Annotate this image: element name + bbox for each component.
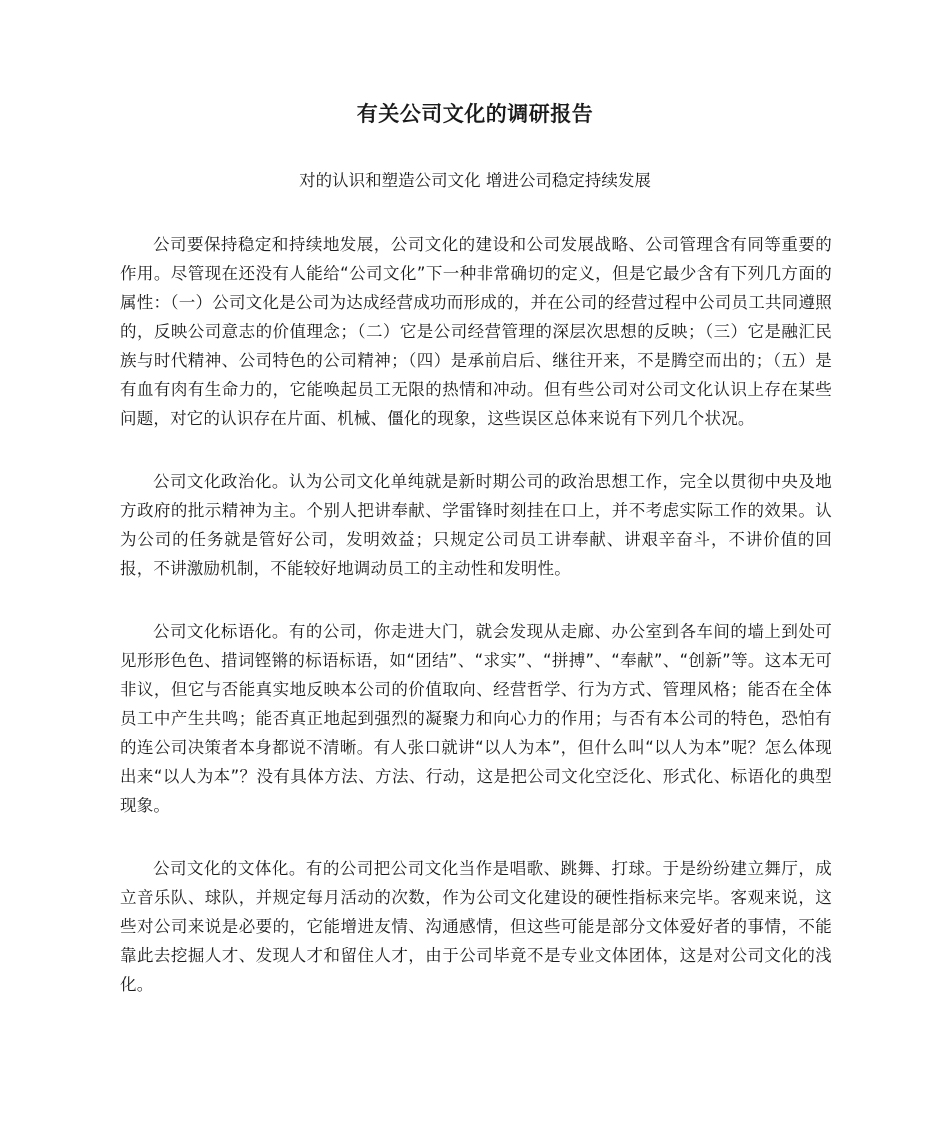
paragraph-entertainment: 公司文化的文体化。有的公司把公司文化当作是唱歌、跳舞、打球。于是纷纷建立舞厅，成立音乐队、球队，并规定每月活动的次数，作为公司文化建设的硬性指标来完毕。客观来说，这些对公司来说是必要的，它能增进友情、沟通感情，但这些可能是部分文体爱好者的事情，不能靠此去挖掘人才、发现人才和留住人才，由于公司毕竟不是专业文体团体，这是对公司文化的浅化。 bbox=[120, 859, 832, 994]
document-body bbox=[120, 230, 832, 1033]
document-title: 有关公司文化的调研报告 bbox=[356, 102, 594, 126]
paragraph-politicization: 公司文化政治化。认为公司文化单纯就是新时期公司的政治思想工作，完全以贯彻中央及地方政府的批示精神为主。个别人把讲奉献、学雷锋时刻挂在口上，并不考虑实际工作的效果。认为公司的任务就是管好公司，发明效益；只规定公司员工讲奉献、讲艰辛奋斗，不讲价值的回报，不讲激励机制，不能较好地调动员工的主动性和发明性。 bbox=[120, 472, 832, 578]
paragraph-sloganization: 公司文化标语化。有的公司，你走进大门，就会发现从走廊、办公室到各车间的墙上到处可见形形色色、措词铿锵的标语标语，如“团结”、“求实”、“拼搏”、“奉献”、“创新”等。这本无可非议，但它与否能真实地反映本公司的价值取向、经营哲学、行为方式、管理风格；能否在全体员工中产生共鸣；能否真正地起到强烈的凝聚力和向心力的作用；与否有本公司的特色，恐怕有的连公司决策者本身都说不清晰。有人张口就讲“以人为本”，但什么叫“以人为本”呢？怎么体现出来“以人为本”？没有具体方法、方法、行动，这是把公司文化空泛化、形式化、标语化的典型现象。 bbox=[120, 622, 832, 815]
document-subtitle: 对的认识和塑造公司文化 增进公司稳定持续发展 bbox=[299, 171, 651, 190]
paragraph-intro: 公司要保持稳定和持续地发展，公司文化的建设和公司发展战略、公司管理含有同等重要的作用。尽管现在还没有人能给“公司文化”下一种非常确切的定义，但是它最少含有下列几方面的属性：（一）公司文化是公司为达成经营成功而形成的，并在公司的经营过程中公司员工共同遵照的，反映公司意志的价值理念；（二）它是公司经营管理的深层次思想的反映；（三）它是融汇民族与时代精神、公司特色的公司精神；（四）是承前启后、继往开来，不是腾空而出的；（五）是有血有肉有生命力的，它能唤起员工无限的热情和冲动。但有些公司对公司文化认识上存在某些问题，对它的认识存在片面、机械、僵化的现象，这些误区总体来说有下列几个状况。 bbox=[120, 235, 832, 428]
